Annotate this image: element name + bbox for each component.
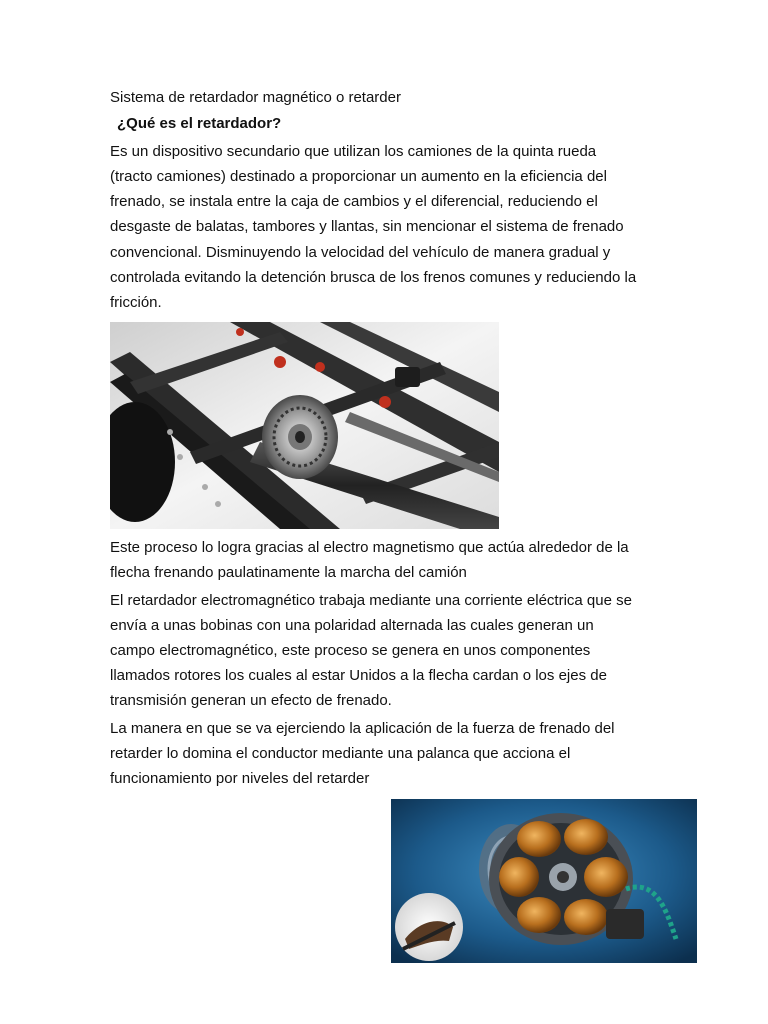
retarder-coils-illustration: [391, 799, 697, 963]
text-line: transmisión generan un efecto de frenado.: [110, 692, 392, 709]
section-heading: ¿Qué es el retardador?: [117, 115, 282, 132]
text-line: Es un dispositivo secundario que utilizan los camiones de la quinta rueda: [110, 143, 597, 160]
text-line: campo electromagnético, este proceso se genera en unos componentes: [110, 642, 591, 659]
retarder-chassis-photo: [110, 322, 499, 529]
text-line: flecha frenando paulatinamente la marcha del camión: [110, 564, 467, 581]
text-line: convencional. Disminuyendo la velocidad del vehículo de manera gradual y: [110, 244, 611, 261]
document-title: Sistema de retardador magnético o retarder: [110, 89, 401, 106]
text-line: retarder lo domina el conductor mediante una palanca que acciona el: [110, 745, 571, 762]
text-line: llamados rotores los cuales al estar Unidos a la flecha cardan o los ejes de: [110, 667, 607, 684]
text-line: envía a unas bobinas con una polaridad alternada las cuales generan un: [110, 617, 594, 634]
text-line: controlada evitando la detención brusca de los frenos comunes y reduciendo la: [110, 269, 637, 286]
text-line: fricción.: [110, 294, 162, 311]
text-line: desgaste de balatas, tambores y llantas, sin mencionar el sistema de frenado: [110, 218, 624, 235]
text-line: (tracto camiones) destinado a proporcionar un aumento en la eficiencia del: [110, 168, 607, 185]
text-line: frenado, se instala entre la caja de cambios y el diferencial, reduciendo el: [110, 193, 598, 210]
text-line: La manera en que se va ejerciendo la aplicación de la fuerza de frenado del: [110, 720, 615, 737]
text-line: Este proceso lo logra gracias al electro magnetismo que actúa alrededor de la: [110, 539, 629, 556]
text-line: El retardador electromagnético trabaja mediante una corriente eléctrica que se: [110, 592, 632, 609]
text-line: funcionamiento por niveles del retarder: [110, 770, 370, 787]
